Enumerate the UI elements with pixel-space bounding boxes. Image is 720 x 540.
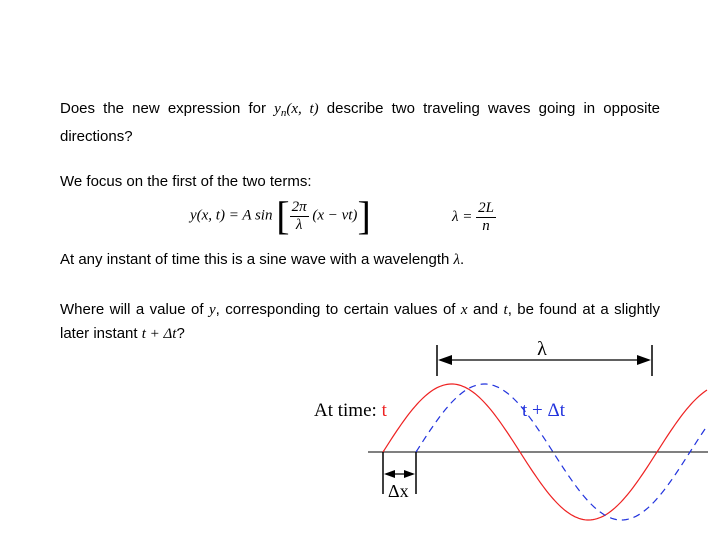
wavelength-paragraph: At any instant of time this is a sine wave with a wavelength λ. <box>60 251 465 268</box>
dx-arrowhead-right <box>404 470 415 478</box>
t-plus-dt-label: t + Δt <box>522 400 565 421</box>
wavelength-equation: λ = $\frac{2L}{n}$ <box>452 200 494 234</box>
lambda-label: λ <box>537 338 547 360</box>
right-bracket: ] <box>357 193 371 238</box>
two-pi-over-lambda: $\frac{2\pi}{\lambda}$ <box>291 198 307 233</box>
focus-paragraph: We focus on the first of the two terms: <box>60 173 312 190</box>
two-l-over-n: $\frac{2L}{n}$ <box>478 200 494 234</box>
lambda-arrowhead-right <box>637 355 651 365</box>
delta-x-label: Δx <box>388 481 409 501</box>
question-paragraph: Does the new expression for $y_n(x$, t) describe two traveling waves going in opposite directions? <box>60 100 660 145</box>
later-instant-paragraph: Where will a value of y, corresponding to certain values of x and t, be found at a slightly later instant t + Δt? <box>60 301 660 342</box>
dx-arrowhead-left <box>384 470 395 478</box>
left-bracket: [ <box>276 193 290 238</box>
wave-equation: y(x, t) = A sin [ $\frac{2\pi}{\lambda}$ (x − vt)] <box>190 193 371 238</box>
lambda-arrowhead-left <box>438 355 452 365</box>
math-y-n: $y_n(x$, t) <box>274 101 319 119</box>
at-time-label: At time: t <box>314 400 387 421</box>
